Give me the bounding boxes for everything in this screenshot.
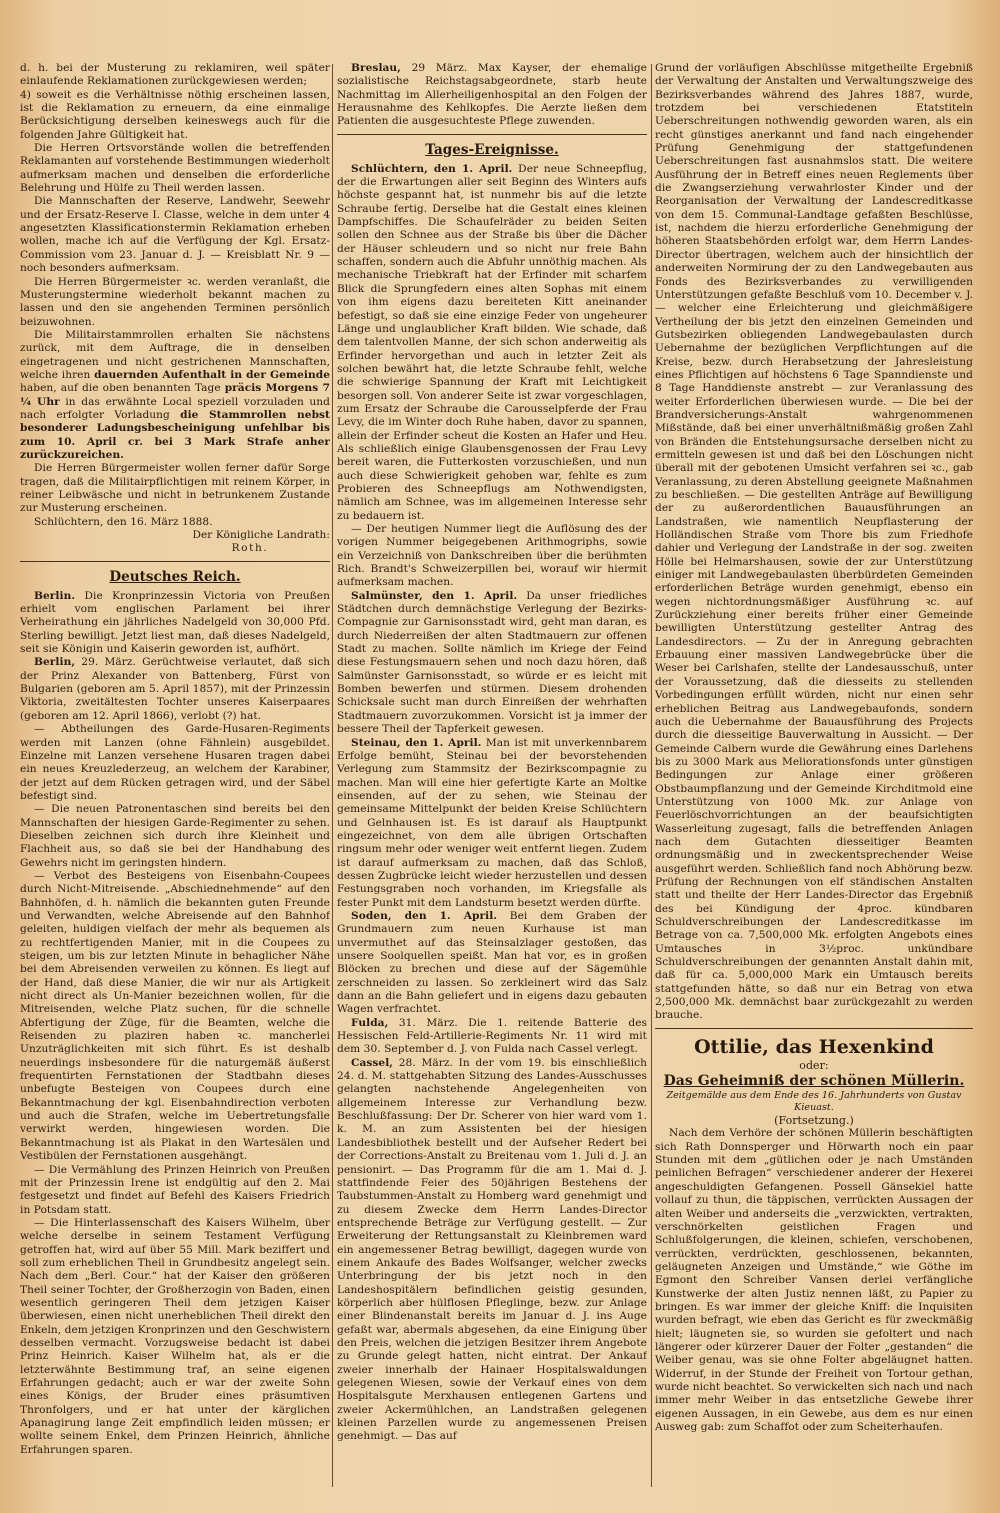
text: haben, auf die oben benannten Tage: [20, 382, 221, 395]
divider: [337, 134, 647, 135]
emphasis: die Stammrollen nebst besonderer Ladungsbescheinigung unfehlbar bis zum 10. April cr. bei 3 Mark Strafe anher zurückzureichen.: [20, 408, 330, 461]
dateline: Berlin.: [34, 589, 76, 602]
novel-continuation: (Fortsetzung.): [774, 1114, 854, 1128]
news-item: [337, 737, 647, 910]
text: Die Militairstammrollen erhalten Sie nächstens zurück, mit dem Auftrage, die in denselben eingetragenen und nicht gestrichenen Mannschaften, welche ihren: [20, 328, 330, 381]
paragraph: d. h. bei der Musterung zu reklamiren, weil später einlaufende Reklamationen zurückgewiesen werden;: [20, 62, 330, 88]
news-item: — Der heutigen Nummer liegt die Auflösung des der vorigen Nummer beigegebenen Arithmogriphs, sowie ein Verzeichniß von Dankschreiben über die berühmten Rich. Brandt's Schweizerpillen bei, worauf wir hiermit aufmerksam machen.: [337, 523, 647, 589]
divider: [20, 561, 330, 562]
paragraph: Die Herren Ortsvorstände wollen die betreffenden Reklamanten auf vorstehende Bestimmungen wiederholt aufmerksam machen und denselben die erforderliche Belehrung und Hülfe zu Theil werden lassen.: [20, 142, 330, 195]
paragraph: Die Herren Bürgermeister wollen ferner dafür Sorge tragen, daß die Militairpflichtigen mit reinem Körper, in reiner Leibwäsche und nicht in betrunkenem Zustande zur Musterung erscheinen.: [20, 462, 330, 515]
column-right: [655, 62, 973, 1483]
emphasis: präcis Morgens 7 ¼ Uhr: [20, 382, 330, 408]
text: 31. März. Die 1. reitende Batterie des Hessischen Feld-Artillerie-Regiments Nr. 11 wird mit dem 30. September d. J. von Fulda nach Cassel verlegt.: [337, 1016, 647, 1056]
divider: [655, 1028, 973, 1029]
dateline: Fulda,: [351, 1016, 389, 1029]
news-item: — Verbot des Besteigens von Eisenbahn-Coupees durch Nicht-Mitreisende. „Abschiednehmende“ auf den Bahnhöfen, d. h. nämlich die bekannten guten Freunde und Verwandten, welche Abreisende auf den Bahnhof geleiten, huldigen vielfach der mehr als bequemen als zu rechtfertigenden Manier, mit in die Coupees zu steigen, um bis zur letzten Minute in behaglicher Nähe bei dem Abreisenden verweilen zu können. Es liegt auf der Hand, daß diese Manier, die wir nur als Artigkeit nicht direct als Un-Manier bezeichnen wollen, für die Mitreisenden, welche Platz suchen, für die schnelle Abfertigung der Züge, für die Beamten, welche die Reisenden zu plaziren haben ꝛc. mancherlei Unzuträglichkeiten mit sich führt. Es ist deshalb neuerdings insbesondere für die naturgemäß äußerst frequentirten Fernstationen der Stadtbahn dieses unbefugte Besteigen von Coupees durch eine Bekanntmachung der kgl. Eisenbahndirection verboten und auch die Strafen, welche im Uebertretungsfalle verwirkt werden, hingewiesen worden. Die Bekanntmachung ist als Plakat in den Wartesälen und Vestibülen der Fernstationen ausgehängt.: [20, 869, 330, 1163]
signature-office: Der Königliche Landrath:: [192, 529, 330, 542]
emphasis: dauernden Aufenthalt in der Gemeinde: [94, 368, 330, 381]
section-title: Deutsches Reich.: [109, 568, 241, 585]
paragraph: Die Mannschaften der Reserve, Landwehr, Seewehr und der Ersatz-Reserve I. Classe, welche in dem unter 4 angesetzten Klassificationstermin Reklamation erheben wollen, mache ich auf die Verfügung der Kgl. Ersatz-Commission vom 23. Januar d. J. — Kreisblatt Nr. 9 — noch besonders aufmerksam.: [20, 195, 330, 275]
dateline: Salmünster, den 1. April.: [351, 589, 518, 602]
news-item: [337, 590, 647, 737]
text: Bei dem Graben der Grundmauern zum neuen Kurhause ist man unvermuthet auf das Steinsalzlager gestoßen, das unsere Soolquellen speißt. Man hat vor, es in großen Blöcken zu brechen und diese auf der Sägemühle zerschneiden zu lassen. So zerkleinert wird das Salz dann an die Bahn geliefert und in eigens dazu gebauten Wagen verfrachtet.: [337, 909, 647, 1016]
dateline: Schlüchtern, den 1. April.: [351, 162, 513, 175]
text: Man ist mit unverkennbarem Erfolge bemüht, Steinau bei der bevorstehenden Verlegung zum Stammsitz der Bezirkscompagnie zu machen. Man will eine hier gefertigte Karte an Moltke einsenden, auf der zu sehen, wie Steinau der gemeinsame Mittelpunkt der beiden Kreise Schlüchtern und Gelnhausen ist. Es ist darauf als Hauptpunkt eingezeichnet, von dem alle übrigen Ortschaften ringsum mehr oder weniger weit entfernt liegen. Zudem ist darauf aufmerksam zu machen, daß das Schloß, dessen Zugbrücke leicht wieder herzustellen und dessen Festungsgraben noch vorhanden, im Kriegsfalle als fester Punkt mit dem Landsturm besetzt werden dürfte.: [337, 736, 647, 909]
text: Da unser friedliches Städtchen durch demnächstige Verlegung der Bezirks-Compagnie zur Garnisonsstadt wird, geht man daran, es durch Niederreißen der alten Stadtmauern zur offenen Stadt zu machen. Sollte nämlich im Kriege der Feind diese Festungsmauern sehen und noch dazu hören, daß Salmünster Garnisonsstadt, so würde er es leicht mit Bomben bewerfen und stürmen. Diesem drohenden Schicksale sucht man durch Einreißen der wehrhaften Stadtmauern zuvorzukommen. Vorsicht ist ja immer der bessere Theil der Tapferkeit gewesen.: [337, 589, 647, 736]
text: Die Kronprinzessin Victoria von Preußen erhielt vom englischen Parlament bei ihrer Verheirathung ein jährliches Nadelgeld von 30,000 Pfd. Sterling bewilligt. Jetzt liest man, daß dieses Nadelgeld, seit sie Königin und Kaiserin geworden ist, aufhört.: [20, 589, 330, 656]
novel-description: Zeitgemälde aus dem Ende des 16. Jahrhunderts von Gustav Kieuast.: [666, 1090, 962, 1114]
dateline: Berlin,: [34, 656, 76, 669]
text: 29 März. Max Kayser, der ehemalige sozialistische Reichstagsabgeordnete, starb heute Nachmittag im Allerheiligenhospital an den Folgen der Herausnahme des Kehlkopfes. Die Aerzte ließen dem Patienten die ausgesuchteste Pflege zuwenden.: [337, 62, 647, 128]
text: in das erwähnte Local speziell vorzuladen und nach erfolgter Vorladung: [20, 395, 330, 421]
news-item: — Die neuen Patronentaschen sind bereits bei den Mannschaften der hiesigen Garde-Regimenter zu sehen. Dieselben zeichnen sich durch ihre Kleinheit und Flachheit aus, so daß sie bei der Handhabung des Gewehrs nicht im geringsten hindern.: [20, 803, 330, 869]
novel-oder: oder:: [799, 1058, 829, 1072]
novel-subtitle: Das Geheimniß der schönen Müllerin.: [663, 1073, 965, 1090]
paragraph: Die Herren Bürgermeister ꝛc. werden veranlaßt, die Musterungstermine wiederholt bekannt machen zu lassen und den sie angehenden Terminen persönlich beizuwohnen.: [20, 275, 330, 328]
news-item: [337, 62, 647, 129]
news-item: [337, 1057, 647, 1444]
text: 29. März. Gerüchtweise verlautet, daß sich der Prinz Alexander von Battenberg, Fürst von Bulgarien (geboren am 5. April 1857), mit der Prinzessin Viktoria, zweitältesten Tochter unseres Kaiserpaares (geboren am 12. April 1866), verlobt (?) hat.: [20, 656, 330, 722]
news-item: [337, 1017, 647, 1057]
column-middle: [337, 62, 647, 1483]
signature-place: Schlüchtern, den 16. März 1888.: [34, 515, 213, 528]
news-item: [20, 656, 330, 723]
dateline: Soden, den 1. April.: [351, 909, 498, 922]
signature-name: Roth.: [231, 542, 269, 555]
column-rule: [651, 64, 652, 1487]
column-left: [20, 62, 330, 1483]
news-item: — Abtheilungen des Garde-Husaren-Regiments werden mit Lanzen (ohne Fähnlein) ausgebildet. Einzelne mit Lanzen versehene Husaren tragen dabei ein neues Kreuzlederzeug, an welchem der Karabiner, der jetzt auf dem Rücken getragen wird, und der Säbel befestigt sind.: [20, 723, 330, 802]
dateline: Cassel,: [351, 1056, 394, 1069]
paragraph: [20, 329, 330, 462]
news-item: [20, 590, 330, 657]
news-item: — Die Vermählung des Prinzen Heinrich von Preußen mit der Prinzessin Irene ist endgültig auf den 2. Mai festgesetzt und findet auf Befehl des Kaisers Friedrich in Potsdam statt.: [20, 1163, 330, 1216]
dateline: Breslau,: [351, 62, 401, 74]
paragraph: 4) soweit es die Verhältnisse nöthig erscheinen lassen, ist die Reklamation zu erneuern, da eine einmalige Berücksichtigung derselben keineswegs auch für die folgenden Jahre Gültigkeit hat.: [20, 88, 330, 141]
paragraph: Grund der vorläufigen Abschlüsse mitgetheilte Ergebniß der Verwaltung der Anstalten und Verwaltungszweige des Bezirksverbandes während des Jahres 1887, wurde, trotzdem bei verschiedenen Etatstiteln Ueberschreitungen nothwendig geworden waren, als ein recht günstiges anerkannt und fand nach eingehender Prüfung Genehmigung der stattgefundenen Ueberschreitungen fast ausnahmslos statt. Die weitere Ausführung der in Betreff eines neuen Reglements über die Zwangserziehung verwahrloster Kinder und der Reorganisation der Verwaltung der Landescreditkasse von dem 15. Communal-Landtage gefaßten Beschlüsse, ist, nachdem die hierzu erforderliche Genehmigung der höheren Staatsbehörden erfolgt war, dem Herrn Landes-Director übertragen, welchem auch der hinsichtlich der anderweiten Normirung der zu den Landwegebauten aus Fonds des Bezirksverbandes zu verwilligenden Unterstützungen gefaßte Beschluß vom 10. December v. J. — welcher eine Erleichterung und gleichmäßigere Vertheilung der bis jetzt den einzelnen Gemeinden und Gutsbezirken obliegenden Landwegebaulasten durch Uebernahme der bezüglichen Verpflichtungen auf die Kreise, bezw. durch Herabsetzung der Jahresleistung eines Pflichtigen auf höchstens 6 Tage Spanndienste und 8 Tage Handdienste anstrebt — zur Veranlassung des weiter Erforderlichen überwiesen wurde. — Die bei der Brandversicherungs-Anstalt wahrgenommenen Mißstände, daß bei einer unverhältnißmäßig großen Zahl von Bränden die Entstehungsursache derselben nicht zu ermitteln gewesen ist und daß bei den Löschungen nicht überall mit der gebotenen Umsicht verfahren sei ꝛc., gab Veranlassung, zu deren Abstellung geeignete Maßnahmen zu beschließen. — Die gestellten Anträge auf Bewilligung der zu außerordentlichen Bauausführungen an Landstraßen, wie namentlich Neupflasterung der Holländischen Straße vom Thore bis zum Friedhofe dahier und Verlegung der Landstraße in der sog. zweiten Hölle bei Helmarshausen, sowie der zur Unterstützung einiger mit Landwegebaulasten überbürdeten Gemeinden erforderlichen Beträge wurden genehmigt, ebenso ein wegen nichtordnungsmäßiger Ausführung ꝛc. auf Zurückziehung einer bereits früher einer Gemeinde bewilligten Unterstützung gestellter Antrag des Landesdirectors. — Zu der in Anregung gebrachten Erbauung einer massiven Landwegebrücke über die Weser bei Carlshafen, stellte der Landesausschuß, unter der Voraussetzung, daß die diesseits zu stellenden Vorbedingungen erfüllt würden, nicht nur einen sehr erheblichen Beitrag aus Landwegebaufonds, sondern auch die Uebernahme der Bauausführung des Projects durch die diesseitige Bauverwaltung in Aussicht. — Der Gemeinde Calbern wurde die Gewährung eines Darlehens bis zu 3000 Mark aus Meliorationsfonds unter günstigen Bedingungen zur Anlage einer größeren Obstbaumpflanzung und der Gemeinde Kirchditmold eine Unterstützung von 1000 Mk. zur Anlage von Feuerlöschvorrichtungen an der beaufsichtigten Wasserleitung zugesagt, falls die betreffenden Anlagen nach dem Gutachten diesseitiger Beamten ordnungsmäßig und in zweckentsprechender Weise ausgeführt werden. Schließlich fand noch Abhörung bezw. Prüfung der Rechnungen von elf ständischen Anstalten statt und theilte der Herr Landes-Director das Ergebniß des bei Kündigung der 4proc. kündbaren Schuldverschreibungen der Landescreditkasse im Betrage von ca. 7,500,000 Mk. erfolgten Angebots eines Umtausches in 3½proc. unkündbare Schuldverschreibungen der genannten Anstalt dahin mit, daß für ca. 5,000,000 Mark ein Umtausch bereits stattgefunden hätte, so daß nur ein Betrag von etwa 2,500,000 Mk. demnächst baar zurückgezahlt zu werden brauche.: [655, 62, 973, 1022]
paragraph: Nach dem Verhöre der schönen Müllerin beschäftigten sich Rath Donnsperger und Hörwarth noch ein paar Stunden mit dem „gütlichen oder je nach Umständen peinlichen Befragen“ verschiedener anderer der Hexerei angeschuldigten Gefangenen. Possell Gänsekiel hatte vollauf zu thun, die täppischen, verrückten Aussagen der alten Weiber und anderseits die „verzwickten, vertrakten, verschnörkelten geistlichen Fragen und Schlußfolgerungen, die kleinen, schiefen, verschobenen, verrückten, verdrückten, geschlossenen, bekannten, geläugneten Anzeigen und Umstände,“ wie Göthe im Egmont den Schreiber Vansen derlei verfängliche Kunstwerke der alten Justiz nennen läßt, zu Papier zu bringen. Es war immer der gleiche Kniff: die Inquisiten wurden befragt, wie eben das Gericht es für zweckmäßig hielt; läugneten sie, so wurden sie gefoltert und nach längerer oder kürzerer Dauer der Folter „gestanden“ die Weiber genau, was sie ohne Folter abgeläugnet hatten. Widerruf, in der Stunde der Freiheit von Tortour gethan, wurde nicht beachtet. So verwickelten sich nach und nach immer mehr Weiber in das entsetzliche Gewebe ihrer eigenen Aussagen, in ein Gewebe, aus dem es nur einen Ausweg gab: zum Schaffot oder zum Scheiterhaufen.: [655, 1127, 973, 1433]
novel-title: Ottilie, das Hexenkind: [694, 1035, 934, 1058]
news-item: — Die Hinterlassenschaft des Kaisers Wilhelm, über welche derselbe in seinem Testament Verfügung getroffen hat, wird auf über 55 Mill. Mark beziffert und soll zum erheblichen Theil in Grundbesitz angelegt sein. Nach dem „Berl. Cour.“ hat der Kaiser den größeren Theil seiner Tochter, der Großherzogin von Baden, einen wesentlich geringeren Theil dem jetzigen Kaiser überwiesen, einen nicht unerheblichen Theil direkt den Enkeln, dem jetzigen Kronprinzen und den Geschwistern desselben vermacht. Vorzugsweise bedacht ist dabei Prinz Heinrich. Kaiser Wilhelm hat, als er die letzterwähnte Bestimmung traf, an seine eigenen Erfahrungen gedacht; auch er war der zweite Sohn eines Königs, der Bruder eines präsumtiven Thronfolgers, und er hat unter der kärglichen Apanagirung lange Zeit empfindlich leiden müssen; er wollte seinem Enkel, dem Prinzen Heinrich, ähnliche Erfahrungen sparen.: [20, 1216, 330, 1456]
text: Der neue Schneepflug, der die Erwartungen aller seit Beginn des Winters aufs höchste gespannt hat, ist nunmehr bis auf die letzte Schraube fertig. Derselbe hat die Gestalt eines kleinen Dampfschiffes. Die Schaufelräder zu beiden Seiten sollen den Schnee aus der Straße bis über die Dächer der Häuser schleudern und so nicht nur freie Bahn schaffen, sondern auch die Abfuhr unnöthig machen. Als mechanische Triebkraft hat der Erfinder mit scharfem Blick die Sprungfedern eines alten Sophas mit einem von ihm eigens dazu bereiteten Kitt aneinander befestigt, so daß sie eine einzige Feder von ungeheurer Länge und unglaublicher Kraft bilden. Wie schade, daß dem talentvollen Manne, der sich schon anderweitig als Erfinder hervorgethan und auch in letzter Zeit als solchen bewährt hat, die letzte Schraube fehlt, welche die schwierige Spannung der Kraft mit Leichtigkeit besorgen soll. Von anderer Seite ist zwar vorgeschlagen, zum Ersatz der Schraube die Carousselpferde der Frau Levy, die im Winter doch Ruhe haben, davor zu spannen, allein der Erfinder scheut die Kosten an Hafer und Heu. Als schließlich einige Glaubensgenossen der Frau Levy bereit waren, die Futterkosten vorzuschießen, und nun auch diese Schwierigkeit gehoben war, fehlte es zum Probieren des Schneepflugs am Nothwendigsten, nämlich am Schnee, was im allgemeinen Interesse sehr zu bedauern ist.: [337, 162, 647, 522]
section-title: Tages-Ereignisse.: [425, 141, 559, 158]
dateline: Steinau, den 1. April.: [351, 736, 482, 749]
text: 28. März. In der vom 19. bis einschließlich 24. d. M. stattgehabten Sitzung des Landes-Ausschusses gelangten nachstehende Angelegenheiten von allgemeinem Interesse zur Verhandlung bezw. Beschlußfassung: Der Dr. Scherer von hier ward vom 1. k. M. an zum Assistenten bei der hiesigen Landesbibliothek bestellt und der Aufseher Redert bei der Corrections-Anstalt zu Breitenau vom 1. Juli d. J. an pensionirt. — Das Programm für die am 1. Mai d. J. stattfindende Feier des 50jährigen Bestehens der Taubstummen-Anstalt zu Homberg ward genehmigt und zu diesem Zwecke dem Herrn Landes-Director entsprechende Beträge zur Verfügung gestellt. — Zur Erweiterung der Rettungsanstalt zu Kleinbremen ward ein angemessener Betrag bewilligt, dagegen wurde von einem Ankaufe des Bades Wolfsanger, welcher zwecks Unterbringung der bis jetzt noch in den Landeshospitälern befindlichen geistig gesunden, körperlich aber hülflosen Pfleglinge, bezw. zur Anlage einer Blindenanstalt bereits im Januar d. J. ins Auge gefaßt war, abermals abgesehen, da eine Einigung über den Preis, welchen die jetzigen Besitzer ihrem Angebote zu Grunde gelegt hatten, nicht eintrat. Der Ankauf zweier innerhalb der Hainaer Hospitalswaldungen gelegenen Wiesen, sowie der Verkauf eines von dem Hospitalsgute Merxhausen entlegenen Gartens und zweier Ackermühlchen, an Landstraßen gelegenen kleinen Parzellen wurde zu angemessenen Preisen genehmigt. — Das auf: [337, 1056, 647, 1443]
news-item: [337, 910, 647, 1017]
news-item: [337, 163, 647, 523]
column-rule: [332, 64, 333, 1487]
